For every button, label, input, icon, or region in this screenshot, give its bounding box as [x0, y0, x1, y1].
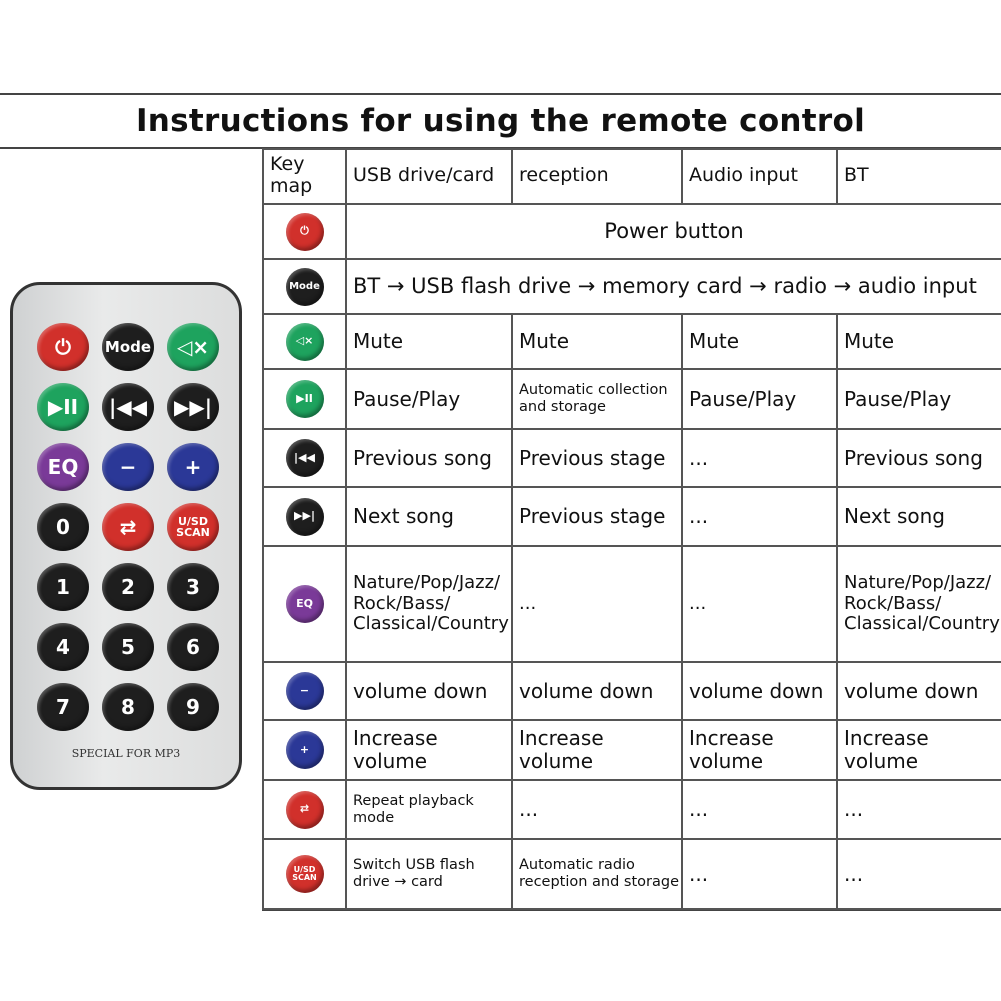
- table-header: [511, 148, 681, 205]
- key-cell: [262, 430, 345, 488]
- table-cell: [511, 547, 681, 663]
- power-icon[interactable]: ⏻: [37, 323, 89, 371]
- cell-text: Next song: [353, 504, 454, 528]
- cell-text: Repeat playback mode: [353, 792, 474, 826]
- mode-icon: Mode: [286, 268, 324, 306]
- remote-control: [10, 282, 242, 790]
- cell-text: Previous stage: [519, 504, 666, 528]
- digit-3-icon[interactable]: 3: [167, 563, 219, 611]
- cell-text: Previous song: [353, 445, 492, 470]
- table-cell: [511, 315, 681, 370]
- table-cell: [836, 370, 1001, 430]
- digit-0-icon[interactable]: 0: [37, 503, 89, 551]
- key-cell: [262, 370, 345, 430]
- usd-scan-icon[interactable]: U/SD SCAN: [167, 503, 219, 551]
- table-cell: [345, 781, 511, 840]
- cell-text: ...: [689, 445, 709, 470]
- repeat-icon: ⇄: [286, 791, 324, 829]
- table-cell: [836, 315, 1001, 370]
- table-cell: [511, 840, 681, 910]
- cell-text: volume down: [844, 678, 979, 703]
- table-cell: [345, 721, 511, 781]
- cell-text: Mute: [519, 329, 570, 353]
- table-cell: [345, 315, 511, 370]
- digit-8-icon[interactable]: 8: [102, 683, 154, 731]
- cell-text: ...: [844, 861, 864, 886]
- table-cell: [511, 663, 681, 721]
- table-cell: [681, 370, 836, 430]
- cell-text: Automatic collection and storage: [519, 382, 668, 415]
- table-cell: [345, 840, 511, 910]
- play-pause-icon: ▶II: [286, 380, 324, 418]
- cell-text: volume down: [353, 678, 488, 703]
- next-icon: ▶▶|: [286, 498, 324, 536]
- power-icon: ⏻: [286, 213, 324, 251]
- digit-4-icon[interactable]: 4: [37, 623, 89, 671]
- table-header: [836, 148, 1001, 205]
- digit-9-icon[interactable]: 9: [167, 683, 219, 731]
- cell-text: USB drive/card: [353, 163, 495, 186]
- cell-text: ...: [844, 797, 864, 821]
- table-cell: [345, 488, 511, 547]
- key-cell: [262, 721, 345, 781]
- cell-text: ...: [689, 861, 709, 886]
- usd-scan-icon: U/SD SCAN: [286, 855, 324, 893]
- key-cell: [262, 205, 345, 260]
- table-cell: [681, 721, 836, 781]
- cell-text: ...: [519, 592, 537, 614]
- key-cell: [262, 663, 345, 721]
- key-cell: [262, 488, 345, 547]
- remote-label: SPECIAL FOR MP3: [71, 747, 181, 760]
- table-cell: [681, 840, 836, 910]
- table-cell: [511, 430, 681, 488]
- digit-5-icon[interactable]: 5: [102, 623, 154, 671]
- digit-6-icon[interactable]: 6: [167, 623, 219, 671]
- cell-text: volume down: [689, 678, 824, 703]
- cell-text: Automatic radio reception and storage: [519, 857, 680, 890]
- volume-up-icon[interactable]: +: [167, 443, 219, 491]
- table-cell: [836, 721, 1001, 781]
- digit-1-icon[interactable]: 1: [37, 563, 89, 611]
- table-cell: [345, 547, 511, 663]
- key-cell: [262, 840, 345, 910]
- cell-text: Pause/Play: [353, 386, 461, 411]
- table-cell: [511, 370, 681, 430]
- key-map-table: [262, 148, 1001, 910]
- table-cell: [681, 547, 836, 663]
- cell-text: BT: [844, 163, 869, 186]
- table-cell: [681, 488, 836, 547]
- cell-text: ...: [519, 797, 539, 821]
- table-cell: [345, 430, 511, 488]
- table-cell: [836, 781, 1001, 840]
- cell-text: Increase volume: [844, 726, 929, 773]
- mode-icon[interactable]: Mode: [102, 323, 154, 371]
- cell-text: ...: [689, 592, 707, 614]
- cell-text: BT → USB flash drive → memory card → radio → audio input: [353, 274, 977, 299]
- previous-icon[interactable]: |◀◀: [102, 383, 154, 431]
- cell-text: reception: [519, 163, 609, 186]
- key-cell: [262, 260, 345, 315]
- key-cell: [262, 315, 345, 370]
- cell-text: Mute: [844, 329, 895, 353]
- cell-text: Mute: [689, 329, 740, 353]
- key-cell: [262, 781, 345, 840]
- play-pause-icon[interactable]: ▶II: [37, 383, 89, 431]
- page-title: Instructions for using the remote control: [135, 103, 866, 139]
- key-cell: [262, 547, 345, 663]
- cell-text: Pause/Play: [844, 386, 952, 411]
- table-cell: [836, 663, 1001, 721]
- eq-icon: EQ: [286, 585, 324, 623]
- cell-text: Mute: [353, 329, 404, 353]
- table-header: [681, 148, 836, 205]
- table-cell: [836, 840, 1001, 910]
- table-cell: [511, 488, 681, 547]
- cell-text: Previous stage: [519, 445, 666, 470]
- cell-text: Increase volume: [689, 726, 774, 773]
- table-header: [345, 148, 511, 205]
- table-cell: [681, 315, 836, 370]
- table-header: [262, 148, 345, 205]
- cell-text: Next song: [844, 504, 945, 528]
- digit-2-icon[interactable]: 2: [102, 563, 154, 611]
- cell-text: Nature/Pop/Jazz/ Rock/Bass/ Classical/Country: [353, 571, 509, 635]
- table-cell: [681, 781, 836, 840]
- cell-text: Audio input: [689, 163, 798, 186]
- cell-text: ...: [689, 797, 709, 821]
- cell-text: Increase volume: [519, 726, 604, 773]
- table-cell: [836, 488, 1001, 547]
- cell-text: ...: [689, 504, 709, 528]
- table-cell: [345, 370, 511, 430]
- table-cell: [836, 430, 1001, 488]
- table-cell: [345, 663, 511, 721]
- cell-text: Power button: [604, 219, 744, 244]
- mute-icon[interactable]: ◁×: [167, 323, 219, 371]
- volume-down-icon: −: [286, 672, 324, 710]
- mute-icon: ◁×: [286, 323, 324, 361]
- table-cell: [836, 547, 1001, 663]
- table-cell: [511, 721, 681, 781]
- cell-text: volume down: [519, 678, 654, 703]
- table-cell: [511, 781, 681, 840]
- eq-icon[interactable]: EQ: [37, 443, 89, 491]
- volume-down-icon[interactable]: −: [102, 443, 154, 491]
- cell-text: Previous song: [844, 445, 983, 470]
- table-cell: [681, 430, 836, 488]
- table-span-cell: [345, 205, 1001, 260]
- cell-text: Key map: [270, 152, 313, 197]
- previous-icon: |◀◀: [286, 439, 324, 477]
- cell-text: Switch USB flash drive → card: [353, 857, 475, 890]
- table-cell: [681, 663, 836, 721]
- cell-text: Increase volume: [353, 726, 438, 773]
- cell-text: Pause/Play: [689, 386, 797, 411]
- volume-up-icon: +: [286, 731, 324, 769]
- digit-7-icon[interactable]: 7: [37, 683, 89, 731]
- next-icon[interactable]: ▶▶|: [167, 383, 219, 431]
- cell-text: Nature/Pop/Jazz/ Rock/Bass/ Classical/Country: [844, 571, 1000, 635]
- repeat-icon[interactable]: ⇄: [102, 503, 154, 551]
- table-span-cell: [345, 260, 1001, 315]
